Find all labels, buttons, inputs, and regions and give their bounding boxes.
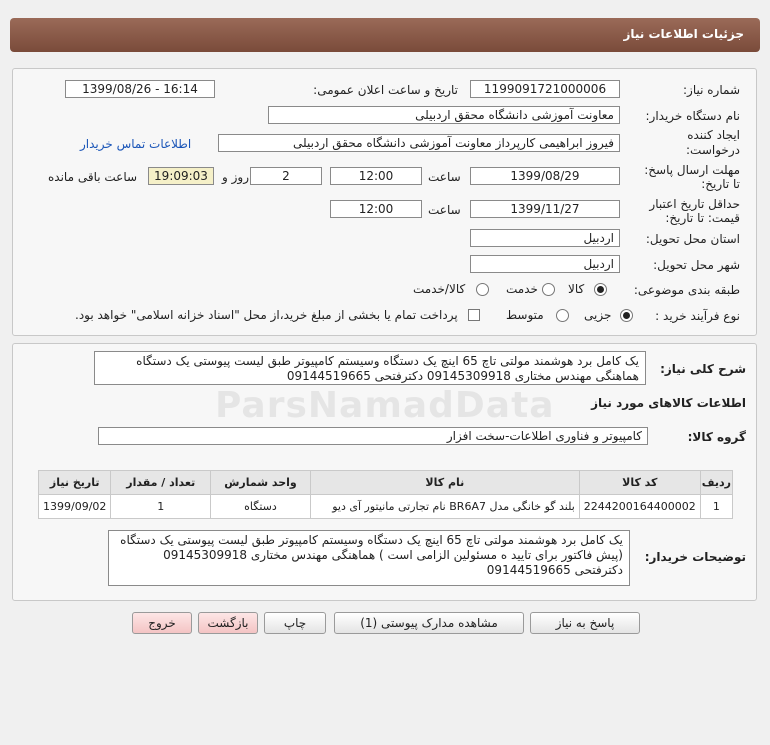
buyer-notes-text: یک کامل برد هوشمند مولتی تاچ 65 اینچ یک دستگاه وسیستم کامپیوتر طبق لیست پیوستی یک دستگاه (پیش فاکتور برای تایید ه مسئولین الزامی است ) هماهنگی مهندس مختاری 09145309918 دکترفتحی 09144519665 [108, 530, 630, 586]
buyer-notes-label: توضیحات خریدار: [644, 550, 746, 564]
page-title: جزئیات اطلاعات نیاز [623, 27, 744, 41]
summary-label: شرح کلی نیاز: [660, 362, 746, 376]
view-attachments-button[interactable]: مشاهده مدارک پیوستی (1) [334, 612, 524, 634]
col-name: نام کالا [310, 471, 579, 495]
summary-text: یک کامل برد هوشمند مولتی تاچ 65 اینچ یک دستگاه وسیستم کامپیوتر طبق لیست پیوستی یک دستگاه هماهنگی مهندس مختاری 09145309918 دکترفتحی 09144519665 [94, 351, 646, 385]
category-service-radio[interactable] [542, 283, 555, 296]
deadline-time-label: ساعت [428, 170, 461, 184]
days-field: 2 [250, 167, 322, 185]
payment-note: پرداخت تمام یا بخشی از مبلغ خرید،از محل "اسناد خزانه اسلامی" خواهد بود. [75, 308, 458, 322]
deadline-label-2: تا تاریخ: [701, 177, 740, 191]
creator-label-2: درخواست: [686, 143, 740, 157]
cell-date: 1399/09/02 [39, 495, 111, 519]
cell-name: بلند گو خانگی مدل BR6A7 نام تجارتی مانیتور آی دیو [310, 495, 579, 519]
category-label: طبقه بندی موضوعی: [633, 283, 740, 297]
validity-label-2: قیمت: تا تاریخ: [665, 211, 740, 225]
category-both-label: کالا/خدمت [413, 282, 466, 296]
city-label: شهر محل تحویل: [653, 258, 740, 272]
col-code: کد کالا [579, 471, 700, 495]
announce-label: تاریخ و ساعت اعلان عمومی: [313, 83, 458, 97]
goods-table [38, 470, 733, 519]
col-date: تاریخ نیاز [39, 471, 111, 495]
reply-button[interactable]: پاسخ به نیاز [530, 612, 640, 634]
exit-button[interactable]: خروج [132, 612, 192, 634]
print-button[interactable]: چاپ [264, 612, 326, 634]
contact-info-link[interactable]: اطلاعات تماس خریدار [80, 137, 192, 151]
cell-qty: 1 [111, 495, 211, 519]
watermark: ParsNamadData [215, 385, 555, 426]
province-field: اردبیل [470, 229, 620, 247]
need-number-field: 1199091721000006 [470, 80, 620, 98]
days-label: روز و [222, 170, 249, 184]
creator-label-1: ایجاد کننده [687, 128, 740, 142]
process-minor-label: جزیی [584, 308, 612, 322]
remaining-time-field: 19:09:03 [148, 167, 214, 185]
category-goods-label: کالا [568, 282, 585, 296]
category-both-radio[interactable] [476, 283, 489, 296]
col-row: ردیف [700, 471, 732, 495]
cell-code: 2244200164400002 [579, 495, 700, 519]
col-unit: واحد شمارش [211, 471, 311, 495]
goods-info-title: اطلاعات کالاهای مورد نیاز [591, 396, 746, 410]
goods-group-label: گروه کالا: [687, 430, 746, 444]
validity-date-field: 1399/11/27 [470, 200, 620, 218]
validity-label-1: حداقل تاریخ اعتبار [649, 197, 740, 211]
city-field: اردبیل [470, 255, 620, 273]
province-label: استان محل تحویل: [645, 232, 740, 246]
category-service-label: خدمت [506, 282, 538, 296]
category-goods-radio[interactable] [594, 283, 607, 296]
validity-time-field: 12:00 [330, 200, 422, 218]
table-header-row [39, 471, 733, 495]
table-row [39, 495, 733, 519]
deadline-label-1: مهلت ارسال پاسخ: [644, 163, 740, 177]
payment-checkbox[interactable] [468, 309, 480, 321]
creator-field: فیروز ابراهیمی کارپرداز معاونت آموزشی دانشگاه محقق اردبیلی [218, 134, 620, 152]
need-number-label: شماره نیاز: [683, 83, 740, 97]
back-button[interactable]: بازگشت [198, 612, 258, 634]
goods-group-field: کامپیوتر و فناوری اطلاعات-سخت افزار [98, 427, 648, 445]
page-header [10, 18, 760, 52]
cell-unit: دستگاه [211, 495, 311, 519]
process-minor-radio[interactable] [620, 309, 633, 322]
col-qty: تعداد / مقدار [111, 471, 211, 495]
process-medium-label: متوسط [506, 308, 544, 322]
process-label: نوع فرآیند خرید : [655, 309, 740, 323]
process-medium-radio[interactable] [556, 309, 569, 322]
buyer-label: نام دستگاه خریدار: [645, 109, 740, 123]
deadline-date-field: 1399/08/29 [470, 167, 620, 185]
buyer-field: معاونت آموزشی دانشگاه محقق اردبیلی [268, 106, 620, 124]
deadline-time-field: 12:00 [330, 167, 422, 185]
validity-time-label: ساعت [428, 203, 461, 217]
announce-field: 1399/08/26 - 16:14 [65, 80, 215, 98]
cell-row: 1 [700, 495, 732, 519]
remaining-label: ساعت باقی مانده [48, 170, 138, 184]
